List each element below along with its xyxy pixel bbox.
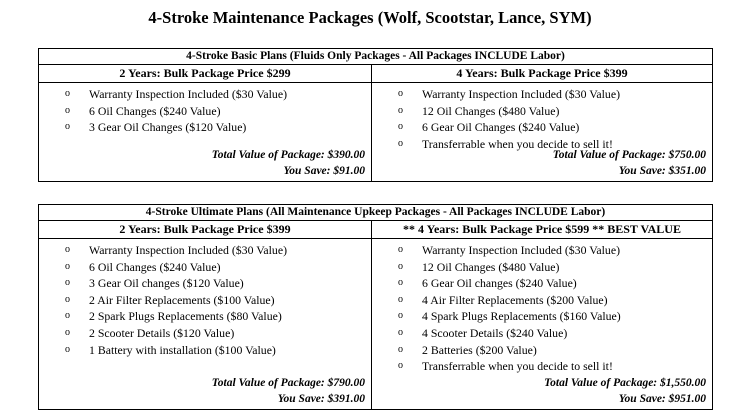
- basic-plans-table: [38, 48, 713, 182]
- basic-4yr-totals: [553, 147, 706, 180]
- ultimate-4yr-item-list: [372, 239, 712, 375]
- bullet-icon: o: [65, 88, 70, 99]
- list-item: o 3 Gear Oil changes ($120 Value): [65, 276, 244, 291]
- ultimate-plans-table: [38, 204, 713, 410]
- bullet-icon: o: [398, 310, 403, 322]
- bullet-icon: o: [398, 88, 403, 99]
- list-item: o Warranty Inspection Included ($30 Value): [398, 243, 621, 257]
- basic-2yr-body: [39, 83, 372, 182]
- total-value: Total Value of Package: $790.00: [211, 376, 365, 389]
- bullet-icon: o: [398, 137, 403, 149]
- you-save: You Save: $951.00: [618, 393, 707, 406]
- list-item: o 2 Scooter Details ($120 Value): [65, 325, 235, 340]
- bullet-icon: o: [65, 244, 70, 255]
- total-value: Total Value of Package: $1,550.00: [544, 376, 707, 389]
- list-item: o 12 Oil Changes ($480 Value): [398, 259, 560, 274]
- basic-2yr-totals: [212, 147, 365, 180]
- you-save: You Save: $91.00: [283, 165, 365, 178]
- list-item: o 6 Oil Changes ($240 Value): [65, 259, 221, 274]
- list-item: o Warranty Inspection Included ($30 Value): [65, 87, 288, 101]
- basic-4yr-header: 4 Years: Bulk Package Price $399: [372, 65, 713, 83]
- ultimate-4yr-totals: [544, 375, 706, 408]
- list-item: o 4 Spark Plugs Replacements ($160 Value): [398, 309, 621, 324]
- ultimate-plans-title: 4-Stroke Ultimate Plans (All Maintenance Upkeep Packages - All Packages INCLUDE Labor): [39, 205, 713, 221]
- basic-plans-title: 4-Stroke Basic Plans (Fluids Only Packages - All Packages INCLUDE Labor): [39, 49, 713, 65]
- ultimate-2yr-totals: [212, 375, 365, 408]
- list-item: o Transferrable when you decide to sell it!: [398, 359, 613, 374]
- list-item: o 4 Air Filter Replacements ($200 Value): [398, 292, 608, 307]
- list-item: o Warranty Inspection Included ($30 Value): [398, 87, 621, 101]
- list-item: o 2 Batteries ($200 Value): [398, 342, 537, 357]
- list-item: o 3 Gear Oil Changes ($120 Value): [65, 120, 247, 135]
- bullet-icon: o: [398, 343, 403, 355]
- bullet-icon: o: [398, 244, 403, 255]
- ultimate-2yr-item-list: [39, 239, 371, 358]
- ultimate-4yr-body: [372, 239, 713, 410]
- list-item: o 12 Oil Changes ($480 Value): [398, 103, 560, 118]
- bullet-icon: o: [398, 277, 403, 289]
- list-item: o 4 Scooter Details ($240 Value): [398, 325, 568, 340]
- ultimate-2yr-header: 2 Years: Bulk Package Price $399: [39, 221, 372, 239]
- bullet-icon: o: [65, 326, 70, 338]
- basic-2yr-item-list: [39, 83, 371, 136]
- bullet-icon: o: [398, 260, 403, 272]
- total-value: Total Value of Package: $390.00: [211, 148, 365, 161]
- page-title: 4-Stroke Maintenance Packages (Wolf, Scootstar, Lance, SYM): [148, 8, 592, 27]
- bullet-icon: o: [398, 121, 403, 133]
- total-value: Total Value of Package: $750.00: [552, 148, 707, 161]
- bullet-icon: o: [398, 104, 403, 116]
- bullet-icon: o: [398, 360, 403, 372]
- ultimate-2yr-body: [39, 239, 372, 410]
- list-item: o 1 Battery with installation ($100 Value): [65, 342, 276, 357]
- basic-4yr-item-list: [372, 83, 712, 152]
- list-item: o 6 Gear Oil Changes ($240 Value): [398, 120, 580, 135]
- bullet-icon: o: [65, 310, 70, 322]
- bullet-icon: o: [65, 343, 70, 355]
- basic-2yr-header: 2 Years: Bulk Package Price $299: [39, 65, 372, 83]
- bullet-icon: o: [398, 293, 403, 305]
- ultimate-4yr-header: ** 4 Years: Bulk Package Price $599 ** BEST VALUE: [372, 221, 713, 239]
- list-item: o 6 Gear Oil changes ($240 Value): [398, 276, 577, 291]
- bullet-icon: o: [65, 260, 70, 272]
- bullet-icon: o: [398, 326, 403, 338]
- list-item: o Warranty Inspection Included ($30 Value): [65, 243, 288, 257]
- list-item: o 2 Spark Plugs Replacements ($80 Value): [65, 309, 282, 324]
- bullet-icon: o: [65, 121, 70, 133]
- you-save: You Save: $351.00: [618, 165, 707, 178]
- basic-4yr-body: [372, 83, 713, 182]
- you-save: You Save: $391.00: [277, 393, 365, 406]
- list-item: o 6 Oil Changes ($240 Value): [65, 103, 221, 118]
- list-item: o Transferrable when you decide to sell it!: [398, 136, 613, 151]
- list-item: o 2 Air Filter Replacements ($100 Value): [65, 292, 275, 307]
- bullet-icon: o: [65, 104, 70, 116]
- bullet-icon: o: [65, 293, 70, 305]
- bullet-icon: o: [65, 277, 70, 289]
